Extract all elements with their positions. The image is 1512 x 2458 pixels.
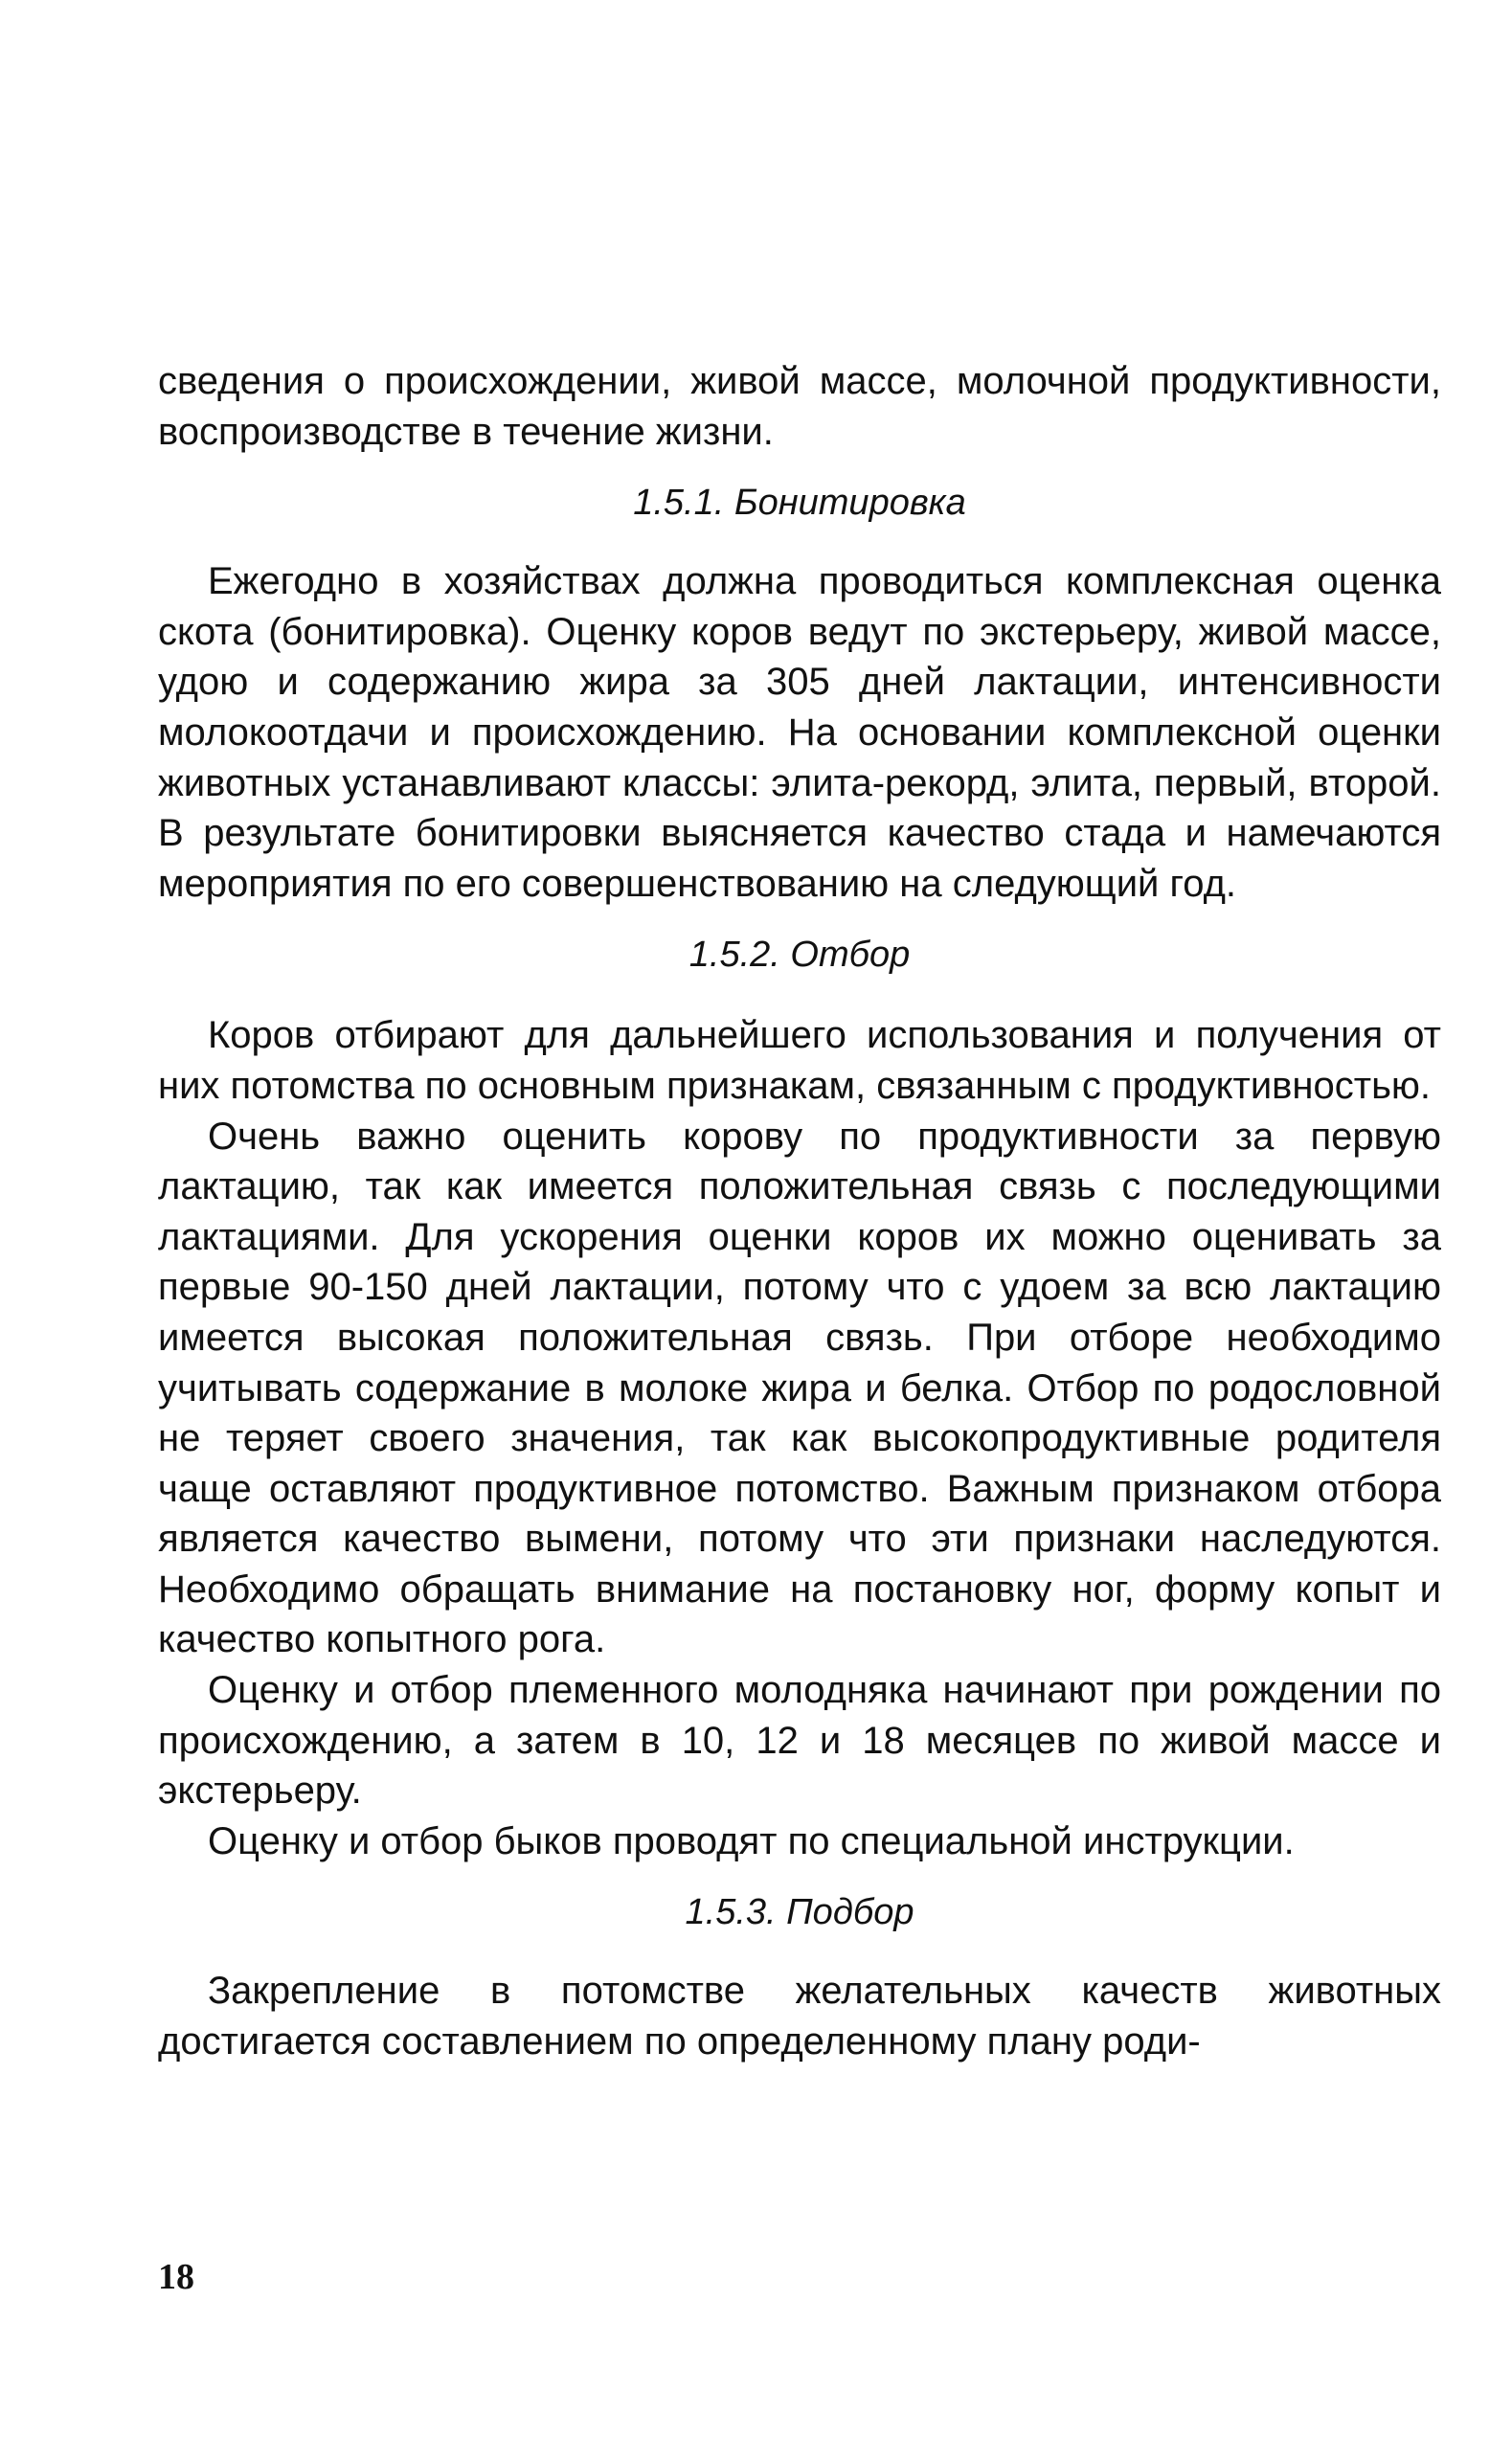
- paragraph-otbor-4: Оценку и отбор быков проводят по специальной инструкции.: [208, 1819, 1295, 1862]
- paragraph-otbor-2: Очень важно оценить корову по продуктивности за первую лактацию, так как имеется положительная связь с последующими лактациями. Для ускорения оценки коров их можно оценивать за первые 90-150 дней лактации, потому что с удоем за всю лактацию имеется высокая положительная связь. При отборе необходимо учитывать содержание в молоке жира и белка. Отбор по родословной не теряет своего значения, так как высокопродуктивные родителя чаще оставляют продуктивное потомство. Важным признаком отбора является качество вымени, потому что эти признаки наследуются. Необходимо обращать внимание на постановку ног, форму копыт и качество копытного рога.: [158, 1115, 1441, 1661]
- page-number: 18: [158, 2257, 194, 2297]
- paragraph-otbor-1: Коров отбирают для дальнейшего использования и получения от них потомства по основным признакам, связанным с продуктивностью.: [158, 1014, 1441, 1107]
- paragraph-otbor-3: Оценку и отбор племенного молодняка начинают при рождении по происхождению, а затем в 10, 12 и 18 месяцев по живой массе и экстерьеру.: [158, 1669, 1441, 1813]
- section-heading-podbor: 1.5.3. Подбор: [685, 1892, 914, 1933]
- page-body: [158, 356, 1441, 2067]
- paragraph-podbor: Закрепление в потомстве желательных качеств животных достигается составлением по определенному плану роди-: [158, 1970, 1441, 2063]
- section-heading-bonitirovka: 1.5.1. Бонитировка: [633, 483, 966, 524]
- section-heading-otbor: 1.5.2. Отбор: [688, 935, 911, 976]
- paragraph-bonitirovka: Ежегодно в хозяйствах должна проводиться комплексная оценка скота (бонитировка). Оценку коров ведут по экстерьеру, живой массе, удою и содержанию жира за 305 дней лактации, интенсивности молокоотдачи и происхождению. На основании комплексной оценки животных устанавливают классы: элита-рекорд, элита, первый, второй. В результате бонитировки выясняется качество стада и намечаются мероприятия по его совершенствованию на следующий год.: [158, 560, 1441, 905]
- intro-paragraph: сведения о происхождении, живой массе, молочной продуктивности, воспроизводстве в течение жизни.: [158, 360, 1441, 453]
